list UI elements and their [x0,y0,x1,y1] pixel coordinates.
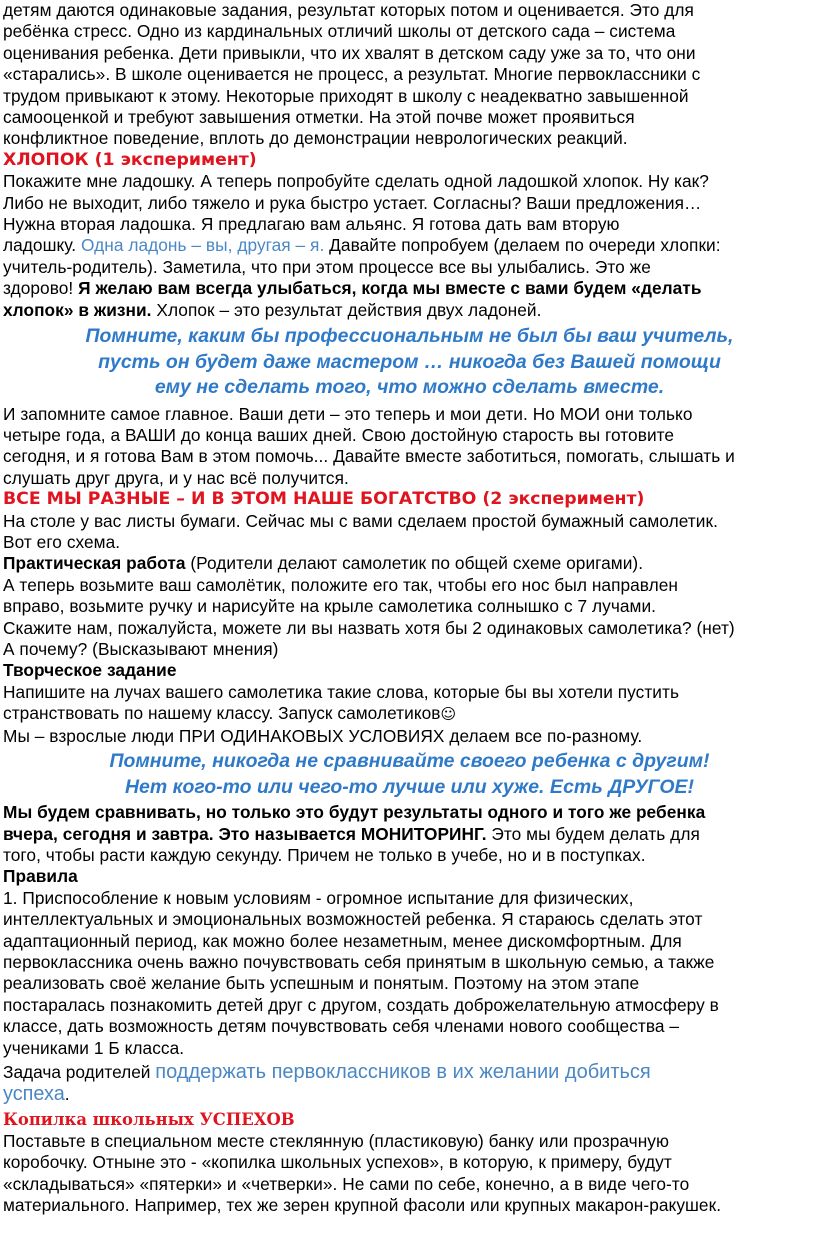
intro-line: детям даются одинаковые задания, результат которых потом и оценивается. Это для [3,0,694,20]
section1-line: Нужна вторая ладошка. Я предлагаю вам альянс. Я готова дать вам вторую [3,214,620,235]
rules-line: постаралась познакомить детей друг с другом, создать доброжелательную атмосферу в [3,994,719,1015]
bold-text: Практическая работа [3,553,186,574]
highlight-text: успеха [3,1082,65,1105]
rules-line: учениками 1 Б класса. [3,1037,185,1058]
section2-line: Мы – взрослые люди ПРИ ОДИНАКОВЫХ УСЛОВИЯХ делаем все по-разному. [3,725,643,746]
quote-line: ему не сделать того, что можно сделать вместе. [154,376,665,399]
section2-line: А почему? (Высказывают мнения) [3,639,279,660]
section2-line: Вот его схема. [3,532,121,553]
highlight-text: Одна ладонь – вы, другая – я. [80,235,325,256]
text-segment: странствовать по нашему классу. Запуск самолетиков [3,703,441,724]
piggy-line: Поставьте в специальном месте стеклянную (пластиковую) банку или прозрачную [3,1130,670,1151]
section2-line: На столе у вас листы бумаги. Сейчас мы с вами сделаем простой бумажный самолетик. [3,510,718,531]
intro-line: трудом привыкают к этому. Некоторые приходят в школу с неадекватно завышенной [3,85,689,106]
text-segment: Хлопок – это результат действия двух ладоней. [151,299,542,320]
section1-line [3,278,816,299]
smiley-icon: ☺ [440,705,457,724]
section1-line [3,235,816,256]
quote-line: Нет кого-то или чего-то лучше или хуже. Есть ДРУГОЕ! [124,775,694,798]
rules-heading: Правила [3,866,78,887]
bold-text: Я желаю вам всегда улыбаться, когда мы вместе с вами будем «делать [78,278,702,299]
intro-line: оценивания ребенка. Дети привыкли, что их хвалят в детском саду уже за то, что они [3,42,696,63]
rules-line: реализовать своё желание быть успешным и понятым. Поэтому на этом этапе [3,973,640,994]
quote-line: пусть он будет даже мастером … никогда без Вашей помощи [98,350,721,373]
highlight-text: поддержать первоклассников в их желании добиться [155,1060,651,1083]
quote-block-1 [3,324,816,401]
parents-task-line [3,1061,816,1083]
paragraph-line: И запомните самое главное. Ваши дети – это теперь и мои дети. Но МОИ они только [3,403,693,424]
text-segment: здорово! [3,278,79,299]
section1-line: учитель-родитель). Заметила, что при этом процессе все вы улыбались. Это же [3,256,651,277]
section2-line [3,703,816,725]
paragraph-line: четыре года, а ВАШИ до конца ваших дней. Свою достойную старость вы готовите [3,425,675,445]
quote-line: Помните, каким бы профессиональным не был бы ваш учитель, [85,325,734,348]
text-segment: Задача родителей [3,1061,156,1082]
piggy-line: материального. Например, тех же зерен крупной фасоли или крупных макарон-ракушек. [3,1195,722,1216]
piggy-line: коробочку. Отныне это - «копилка школьных успехов», в которую, к примеру, будут [3,1152,672,1173]
rules-line: первоклассника очень важно почувствовать себя принятым в школьную семью, а также [3,951,715,972]
section2-line: Напишите на лучах вашего самолетика такие слова, которые бы вы хотели пустить [3,681,680,702]
parents-task-line [3,1083,816,1105]
monitoring-line [3,824,816,845]
section2-line: Скажите нам, пожалуйста, можете ли вы назвать хотя бы 2 одинаковых самолетика? (нет) [3,617,735,638]
bold-text: вчера, сегодня и завтра. Это называется МОНИТОРИНГ. [3,823,487,844]
paragraph-line: слушать друг друга, и у нас всё получится. [3,467,349,488]
section2-line: А теперь возьмите ваш самолётик, положите его так, чтобы его нос был направлен [3,574,679,595]
rules-line: 1. Приспособление к новым условиям - огромное испытание для физических, [3,887,634,908]
rules-line: классе, дать возможность детям почувствовать себя членами нового сообщества – [3,1016,680,1037]
section1-line: Покажите мне ладошку. А теперь попробуйте сделать одной ладошкой хлопок. Ну как? [3,171,709,192]
section2-heading: ВСЕ МЫ РАЗНЫЕ – И В ЭТОМ НАШЕ БОГАТСТВО (2 эксперимент) [3,489,645,510]
intro-line: самооценкой и требуют завышения отметки. На этой почве может проявиться [3,107,635,128]
monitoring-line: Мы будем сравнивать, но только это будут результаты одного и того же ребенка [3,802,706,823]
quote-block-2 [3,749,816,800]
section1-line [3,300,816,321]
text-segment: ладошку. [3,235,81,256]
text-segment: Давайте попробуем (делаем по очереди хлопки: [324,235,721,256]
monitoring-line: того, чтобы расти каждую секунду. Причем не только в учебе, но и в поступках. [3,844,646,865]
intro-line: «старались». В школе оценивается не процесс, а результат. Многие первоклассники с [3,64,701,85]
section1-line: Либо не выходит, либо тяжело и рука быстро устает. Согласны? Ваши предложения… [3,192,702,213]
section2-line [3,553,816,574]
rules-line: адаптационный период, как можно более незаметным, менее дискомфортным. Для [3,930,682,951]
text-segment: (Родители делают самолетик по общей схеме оригами). [185,553,644,574]
rules-line: интеллектуальных и эмоциональных возможностей ребенка. Я стараюсь сделать этот [3,909,703,930]
section1-heading: ХЛОПОК (1 эксперимент) [3,149,257,170]
piggy-bank-heading: Копилка школьных УСПЕХОВ [3,1109,295,1129]
intro-line: конфликтное поведение, вплоть до демонстрации неврологических реакций. [3,128,628,149]
text-segment: . [64,1083,70,1104]
bold-text: хлопок» в жизни. [3,299,152,320]
text-segment: Это мы будем делать для [486,823,700,844]
piggy-line: «складываться» «пятерки» и «четверки». Не сами по себе, конечно, а в виде чего-то [3,1173,690,1194]
paragraph-line: сегодня, и я готова Вам в этом помочь... Давайте вместе заботиться, помогать, слышать и [3,446,735,467]
creative-heading: Творческое задание [3,660,177,681]
section2-line: вправо, возьмите ручку и нарисуйте на крыле самолетика солнышко с 7 лучами. [3,596,657,617]
quote-line: Помните, никогда не сравнивайте своего ребенка с другим! [109,750,710,773]
intro-line: ребёнка стресс. Одно из кардинальных отличий школы от детского сада – система [3,21,676,42]
